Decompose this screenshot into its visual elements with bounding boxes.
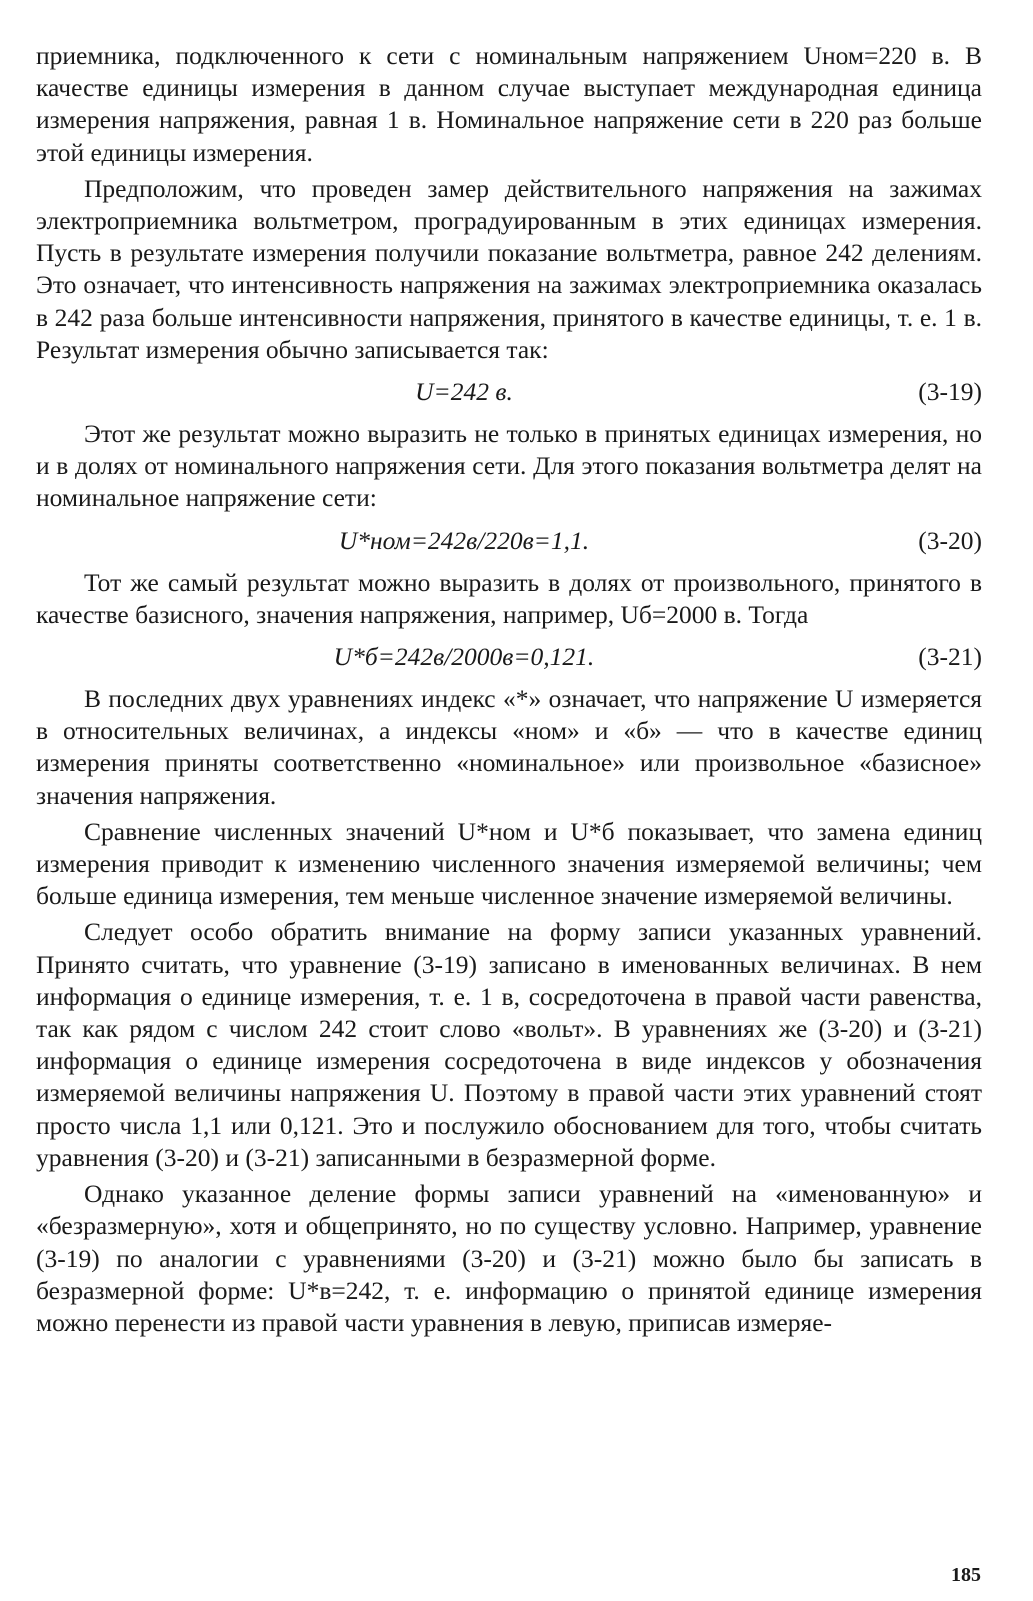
paragraph-8: Однако указанное деление формы записи уравнений на «именованную» и «безразмерную», хотя и общепринято, но по существу условно. Например, уравнение (3-19) по аналогии с уравнениями (3-20) и (3-21) можно было бы записать в безразмерной форме: U*в=242, т. е. информацию о принятой единице измерения можно перенести из правой части уравнения в левую, приписав измеряе- — [36, 1179, 982, 1337]
equation-number: (3-20) — [918, 525, 982, 555]
book-page — [36, 40, 982, 1580]
equation-formula: U*ном=242в/220в=1,1. — [338, 525, 590, 555]
paragraph-3: Этот же результат можно выразить не только в принятых единицах измерения, но и в долях от номинального напряжения сети. Для этого показания вольтметра делят на номинальное напряжение сети: — [36, 419, 982, 513]
equation-3-19 — [36, 366, 982, 418]
paragraph-6: Сравнение численных значений U*ном и U*б показывает, что замена единиц измерения приводит к изменению численного значения измеряемой величины; чем больше единица измерения, тем меньше численное значение измеряемой величины. — [36, 816, 982, 911]
paragraph-7: Следует особо обратить внимание на форму записи указанных уравнений. Принято считать, что уравнение (3-19) записано в именованных величинах. В нем информация о единице измерения, т. е. 1 в, сосредоточена в правой части равенства, так как рядом с числом 242 стоит слово «вольт». В уравнениях же (3-20) и (3-21) информация о единице измерения сосредоточена в виде индексов у обозначения измеряемой величины напряжения U. Поэтому в правой части этих уравнений стоят просто числа 1,1 или 0,121. Это и послужило обоснованием для того, чтобы считать уравнения (3-20) и (3-21) записанными в безразмерной форме. — [36, 917, 982, 1172]
paragraph-1: приемника, подключенного к сети с номинальным напряжением Uном=220 в. В качестве единицы измерения в данном случае выступает международная единица измерения напряжения, равная 1 в. Номинальное напряжение сети в 220 раз больше этой единицы измерения. — [36, 41, 982, 167]
equation-3-20 — [36, 515, 982, 567]
equation-number: (3-19) — [918, 377, 982, 407]
equation-3-21 — [36, 631, 982, 683]
equation-formula: U=242 в. — [415, 377, 513, 407]
paragraph-5: В последних двух уравнениях индекс «*» означает, что напряжение U измеряется в относительных величинах, а индексы «ном» и «б» — что в качестве единиц измерения приняты соответственно «номинальное» или произвольное «базисное» значения напряжения. — [36, 684, 982, 810]
equation-number: (3-21) — [918, 642, 982, 672]
equation-formula: U*б=242в/2000в=0,121. — [333, 642, 595, 672]
page-number: 185 — [951, 1564, 981, 1586]
paragraph-2: Предположим, что проведен замер действительного напряжения на зажимах электроприемника вольтметром, проградуированным в этих единицах измерения. Пусть в результате измерения получили показание вольтметра, равное 242 делениям. Это означает, что интенсивность напряжения на зажимах электроприемника оказалась в 242 раза больше интенсивности напряжения, принятого в качестве единицы, т. е. 1 в. Результат измерения обычно записывается так: — [36, 173, 982, 364]
paragraph-4: Тот же самый результат можно выразить в долях от произвольного, принятого в качестве базисного, значения напряжения, например, Uб=2000 в. Тогда — [36, 567, 982, 629]
